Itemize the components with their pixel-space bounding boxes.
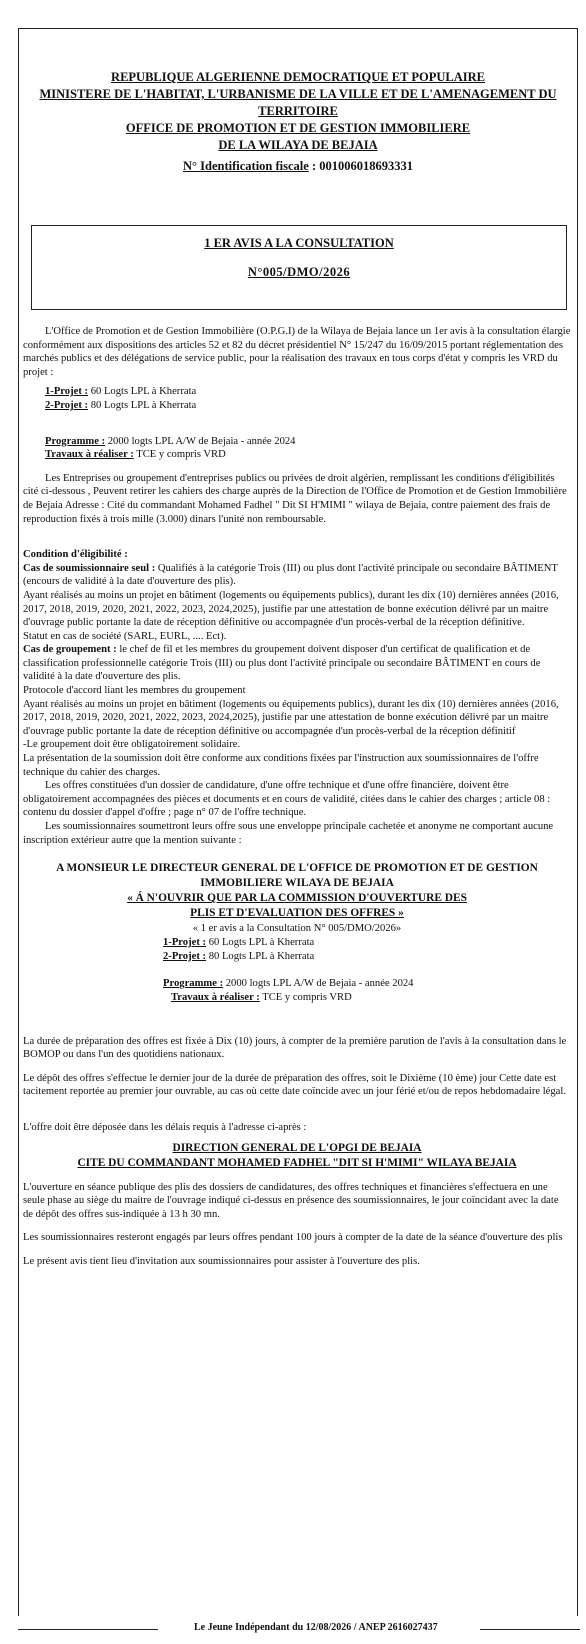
mention-line-5: « 1 er avis a la Consultation N° 005/DMO/2026» (192, 923, 402, 935)
programme: Programme : 2000 logts LPL A/W de Bejaia - année 2024 (45, 435, 296, 447)
avis-title: 1 ER AVIS A LA CONSULTATION (204, 236, 394, 250)
ouverture-paragraph: L'ouverture en séance publique des plis des dossiers de candidatures, des offres techniques et financières s'effectuera en une seule phase au siège du maitre de l'ouvrage indiqué ci-dessus en présence des soumissionnaires, le jour coïncidant avec la date de dépôt des offres sus-indiquée à 13 h 30 mn. (23, 1181, 559, 1220)
adresse-line-2: CITE DU COMMANDANT MOHAMED FADHEL "DIT SI H'MIMI" WILAYA BEJAIA (77, 1156, 517, 1169)
offres-paragraph: Les offres constituées d'un dossier de candidature, d'une offre technique et d'une offre financière, doivent être obligatoirement accompagnées des pièces et documents et en cours de validité, citées dans le cahier des charges ; article 08 : contenu du dossier d'appel d'offre ; page n° 07 de l'offre technique. (23, 780, 551, 819)
mention-project-1: 1-Projet : 60 Logts LPL à Kherrata (163, 937, 315, 949)
header-office: OFFICE DE PROMOTION ET DE GESTION IMMOBILIERE (125, 121, 471, 135)
project-2: 2-Projet : 80 Logts LPL à Kherrata (45, 399, 197, 411)
avis-number: N°005/DMO/2026 (247, 265, 351, 279)
travaux: Travaux à réaliser : TCE y compris VRD (45, 449, 226, 461)
condition-realise-2: Ayant réalisés au moins un projet en bâtiment (logements ou équipements publics), durant les dix (10) dernières années (2016, 2017, 2018, 2019, 2020, 2021, 2022, 2023, 2024,2025), justifie par une attestation de bonne exécution délivré par un maitre d'ouvrage public portante la date de réception définitive ou accompagnée d'un procès-verbal de la réception définitif (23, 698, 559, 737)
mention-line-4: PLIS ET D'EVALUATION DES OFFRES » (190, 907, 404, 920)
conditions-title: Condition d'éligibilité : (23, 549, 128, 561)
invitation-paragraph: Le présent avis tient lieu d'invitation aux soumissionnaires pour assister à l'ouverture des plis. (23, 1255, 420, 1267)
header-ministry: MINISTERE DE L'HABITAT, L'URBANISME DE LA VILLE ET DE L'AMENAGEMENT DU (39, 87, 557, 101)
engages-paragraph: Les soumissionnaires resteront engagés par leurs offres pendant 100 jours à compter de la date de la séance d'ouverture des plis (23, 1232, 563, 1244)
duree-paragraph: La durée de préparation des offres est fixée à Dix (10) jours, à compter de la première parution de l'avis à la consultation dans le BOMOP ou dans l'un des quotidiens nationaux. (23, 1035, 567, 1061)
document-frame (18, 28, 578, 1616)
enveloppe-paragraph: Les soumissionnaires soumettront leurs offre sous une enveloppe principale cachetée et anonyme ne comportant aucune inscription extérieur autre que la mention suivante : (23, 821, 554, 846)
mention-line-3: « Á N'OUVRIR QUE PAR LA COMMISSION D'OUVERTURE DES (127, 892, 467, 905)
adresse-intro: L'offre doit être déposée dans les délais requis à l'adresse ci-après : (23, 1121, 307, 1133)
adresse-block (23, 1141, 571, 1171)
condition-groupement: Cas de groupement : le chef de fil et les membres du groupement doivent disposer d'un certificat de qualification et de classification professionnelle catégorie Trois (III) ou plus dont l'activité principale ou secondaire BÂTIMENT en cours de validité à la date d'ouverture des plis. (23, 644, 541, 683)
intro-paragraph: L'Office de Promotion et de Gestion Immobilière (O.P.G.I) de la Wilaya de Bejaia lance un 1er avis à la consultation élargie conformément aux dispositions des articles 52 et 82 du décret présidentiel N° 15/247 du 16/09/2015 portant réglementation des marchés publics et des délégations de service public, pour la réalisation des travaux en tous corps d'état y compris les VRD du projet : (23, 326, 571, 378)
mention-line-1: A MONSIEUR LE DIRECTEUR GENERAL DE L'OFFICE DE PROMOTION ET DE GESTION (56, 862, 538, 875)
footer-rule-right (480, 1629, 580, 1630)
mention-project-2: 2-Projet : 80 Logts LPL à Kherrata (163, 950, 315, 962)
header-territoire: TERRITOIRE (258, 104, 338, 118)
condition-statut: Statut en cas de société (SARL, EURL, .... Ect). (23, 630, 227, 642)
document-header (19, 69, 577, 175)
footer-rule-left (18, 1629, 158, 1630)
condition-seul: Cas de soumissionnaire seul : Qualifiés à la catégorie Trois (III) ou plus dont l'activité principale ou secondaire BÂTIMENT (encours de validité à la date d'ouverture des plis). (23, 562, 558, 588)
condition-realise-1: Ayant réalisés au moins un projet en bâtiment (logements ou équipements publics), durant les dix (10) dernières années (2016, 2017, 2018, 2019, 2020, 2021, 2022, 2023, 2024,2025), justifie par une attestation de bonne exécution délivré par un maitre d'ouvrage public portante la date de réception définitive ou accompagnée d'un procès-verbal de la réception définitive. (23, 589, 559, 629)
mention-block (23, 861, 571, 936)
adresse-line-1: DIRECTION GENERAL DE L'OPGI DE BEJAIA (172, 1141, 422, 1154)
header-republic: REPUBLIQUE ALGERIENNE DEMOCRATIQUE ET POPULAIRE (111, 70, 485, 84)
entreprises-paragraph: Les Entreprises ou groupement d'entreprises publics ou privées de droit algérien, remplissant les conditions d'éligibilités cité ci-dessous , Peuvent retirer les cahiers des charge auprès de la Direction de l'Office de Promotion et de Gestion Immobilière de Bejaia Adresse : Cité du commandant Mohamed Fadhel " Dit SI H'MIMI " wilaya de Bejaia, contre paiement des frais de reproduction fixés à trois mille (3.000) dinars l'unité non remboursable. (23, 472, 567, 525)
mention-travaux: Travaux à réaliser : TCE y compris VRD (171, 991, 352, 1003)
mention-line-2: IMMOBILIERE WILAYA DE BEJAIA (200, 877, 394, 890)
condition-solidaire: -Le groupement doit être obligatoirement solidaire. (23, 739, 241, 751)
condition-protocole: Protocole d'accord liant les membres du groupement (23, 685, 246, 697)
condition-presentation: La présentation de la soumission doit être conforme aux conditions fixées par l'instruction aux soumissionnaires de l'offre technique du cahier des charges. (23, 753, 539, 778)
header-wilaya: DE LA WILAYA DE BEJAIA (218, 138, 378, 152)
avis-title-box (31, 225, 567, 310)
depot-paragraph: Le dépôt des offres s'effectue le dernier jour de la durée de préparation des offres, soit le Dixième (10 ème) jour Cette date est tacitement reportée au premier jour ouvrable, au cas où cette date coïncide avec un jour férié et/ou de repos hebdomadaire légal. (23, 1072, 566, 1098)
footer-text: Le Jeune Indépendant du 12/08/2026 / ANEP 2616027437 (194, 1622, 438, 1633)
document-body (23, 325, 571, 1269)
project-1: 1-Projet : 60 Logts LPL à Kherrata (45, 386, 197, 398)
fiscal-id: N° Identification fiscale : 001006018693331 (183, 159, 413, 173)
mention-programme: Programme : 2000 logts LPL A/W de Bejaia - année 2024 (163, 978, 414, 990)
